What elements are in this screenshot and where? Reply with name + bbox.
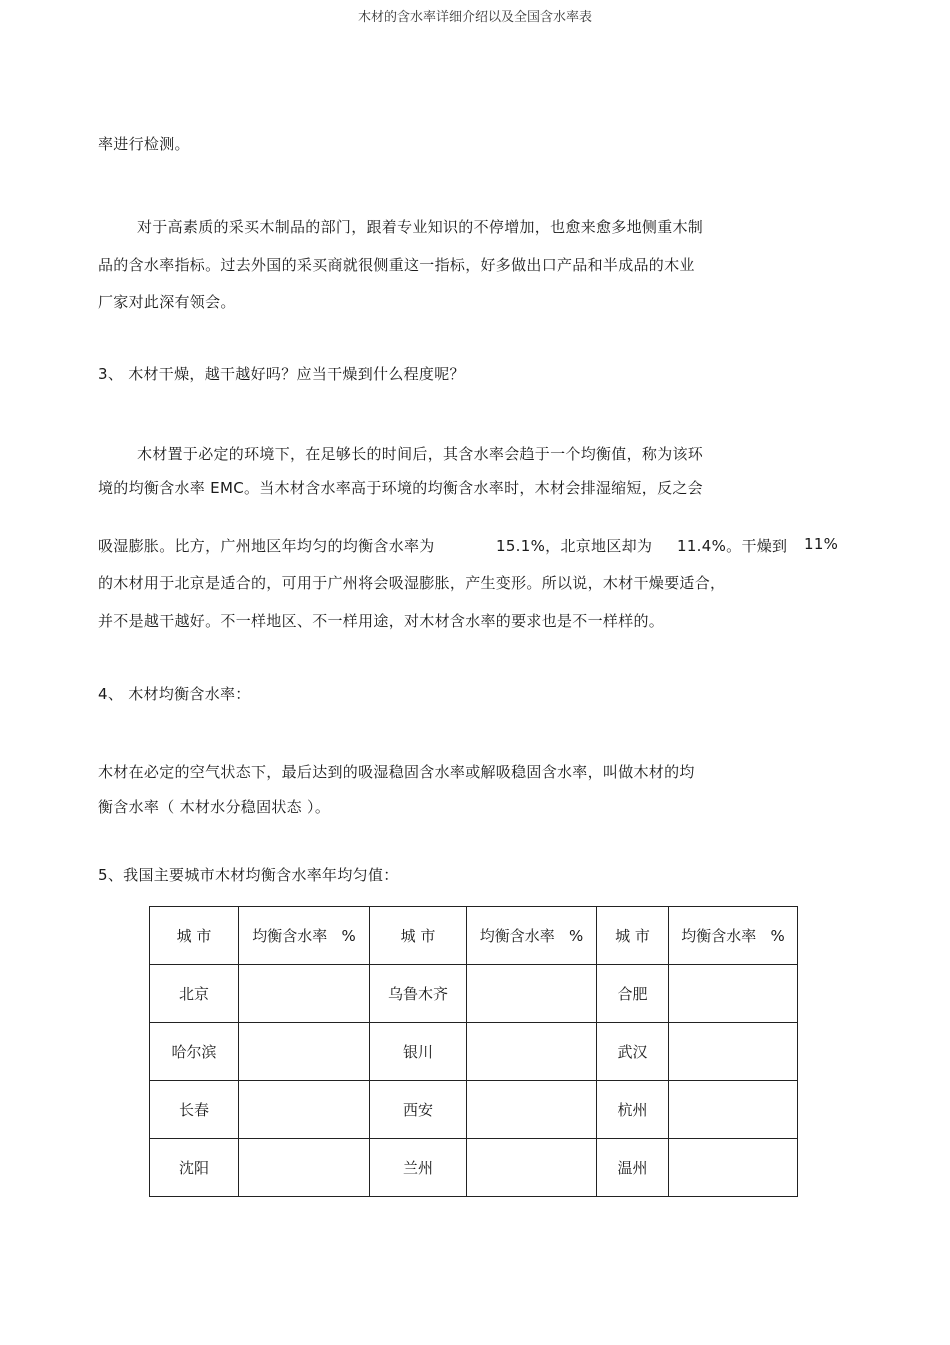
table-row — [150, 1139, 798, 1197]
section-heading-4: 4、 木材均衡含水率： — [98, 685, 251, 703]
header-emc — [669, 907, 798, 965]
header-emc — [467, 907, 597, 965]
header-pct: % — [569, 927, 584, 945]
header-emc-label: 均衡含水率 — [479, 927, 555, 945]
city-cell: 乌鲁木齐 — [370, 965, 467, 1023]
header-city: 城 市 — [150, 907, 239, 965]
value-cell — [669, 965, 798, 1023]
value-cell — [467, 965, 597, 1023]
paragraph-line: 木材在必定的空气状态下，最后达到的吸湿稳固含水率或解吸稳固含水率，叫做木材的均 — [98, 763, 695, 781]
city-cell: 哈尔滨 — [150, 1023, 239, 1081]
value-cell — [239, 1139, 370, 1197]
value-beijing: 11.4%。干燥到 — [677, 537, 788, 555]
value-cell — [239, 1081, 370, 1139]
value-cell — [467, 1081, 597, 1139]
header-city: 城 市 — [370, 907, 467, 965]
value-cell — [669, 1023, 798, 1081]
section-heading-3: 3、 木材干燥，越干越好吗？应当干燥到什么程度呢？ — [98, 365, 465, 383]
header-emc — [239, 907, 370, 965]
value-cell — [669, 1139, 798, 1197]
city-cell: 长春 — [150, 1081, 239, 1139]
paragraph-line: 率进行检测。 — [98, 135, 190, 153]
table-row — [150, 965, 798, 1023]
page-header: 木材的含水率详细介绍以及全国含水率表 — [357, 10, 592, 25]
emc-table — [149, 906, 798, 1197]
value-dry: 11% — [804, 535, 839, 553]
paragraph-line: 木材置于必定的环境下，在足够长的时间后，其含水率会趋于一个均衡值，称为该环 — [137, 445, 704, 463]
header-pct: % — [341, 927, 356, 945]
city-cell: 杭州 — [597, 1081, 669, 1139]
value-cell — [669, 1081, 798, 1139]
paragraph-line: 厂家对此深有领会。 — [98, 293, 236, 311]
section-heading-5: 5、我国主要城市木材均衡含水率年均匀值： — [98, 866, 399, 884]
city-cell: 西安 — [370, 1081, 467, 1139]
paragraph-line: 并不是越干越好。不一样地区、不一样用途，对木材含水率的要求也是不一样样的。 — [98, 612, 665, 630]
paragraph-line: 对于高素质的采买木制品的部门，跟着专业知识的不停增加，也愈来愈多地侧重木制 — [137, 218, 704, 236]
header-city: 城 市 — [597, 907, 669, 965]
value-cell — [467, 1023, 597, 1081]
city-cell: 银川 — [370, 1023, 467, 1081]
table-row — [150, 1023, 798, 1081]
city-cell: 温州 — [597, 1139, 669, 1197]
city-cell: 武汉 — [597, 1023, 669, 1081]
paragraph-line: 衡含水率（ 木材水分稳固状态 ）。 — [98, 798, 331, 816]
value-cell — [239, 1023, 370, 1081]
table-header-row — [150, 907, 798, 965]
text-segment: 吸湿膨胀。比方，广州地区年均匀的均衡含水率为 — [98, 537, 435, 555]
city-cell: 合肥 — [597, 965, 669, 1023]
table-row — [150, 1081, 798, 1139]
value-guangzhou: 15.1%，北京地区却为 — [496, 537, 653, 555]
city-cell: 兰州 — [370, 1139, 467, 1197]
value-cell — [239, 965, 370, 1023]
header-emc-label: 均衡含水率 — [252, 927, 328, 945]
paragraph-line: 品的含水率指标。过去外国的采买商就很侧重这一指标，好多做出口产品和半成品的木业 — [98, 256, 695, 274]
value-cell — [467, 1139, 597, 1197]
paragraph-line: 的木材用于北京是适合的，可用于广州将会吸湿膨胀，产生变形。所以说，木材干燥要适合， — [98, 574, 726, 592]
city-cell: 北京 — [150, 965, 239, 1023]
city-cell: 沈阳 — [150, 1139, 239, 1197]
header-emc-label: 均衡含水率 — [681, 927, 757, 945]
header-pct: % — [770, 927, 785, 945]
paragraph-line: 境的均衡含水率 EMC。当木材含水率高于环境的均衡含水率时，木材会排湿缩短，反之会 — [98, 479, 703, 497]
